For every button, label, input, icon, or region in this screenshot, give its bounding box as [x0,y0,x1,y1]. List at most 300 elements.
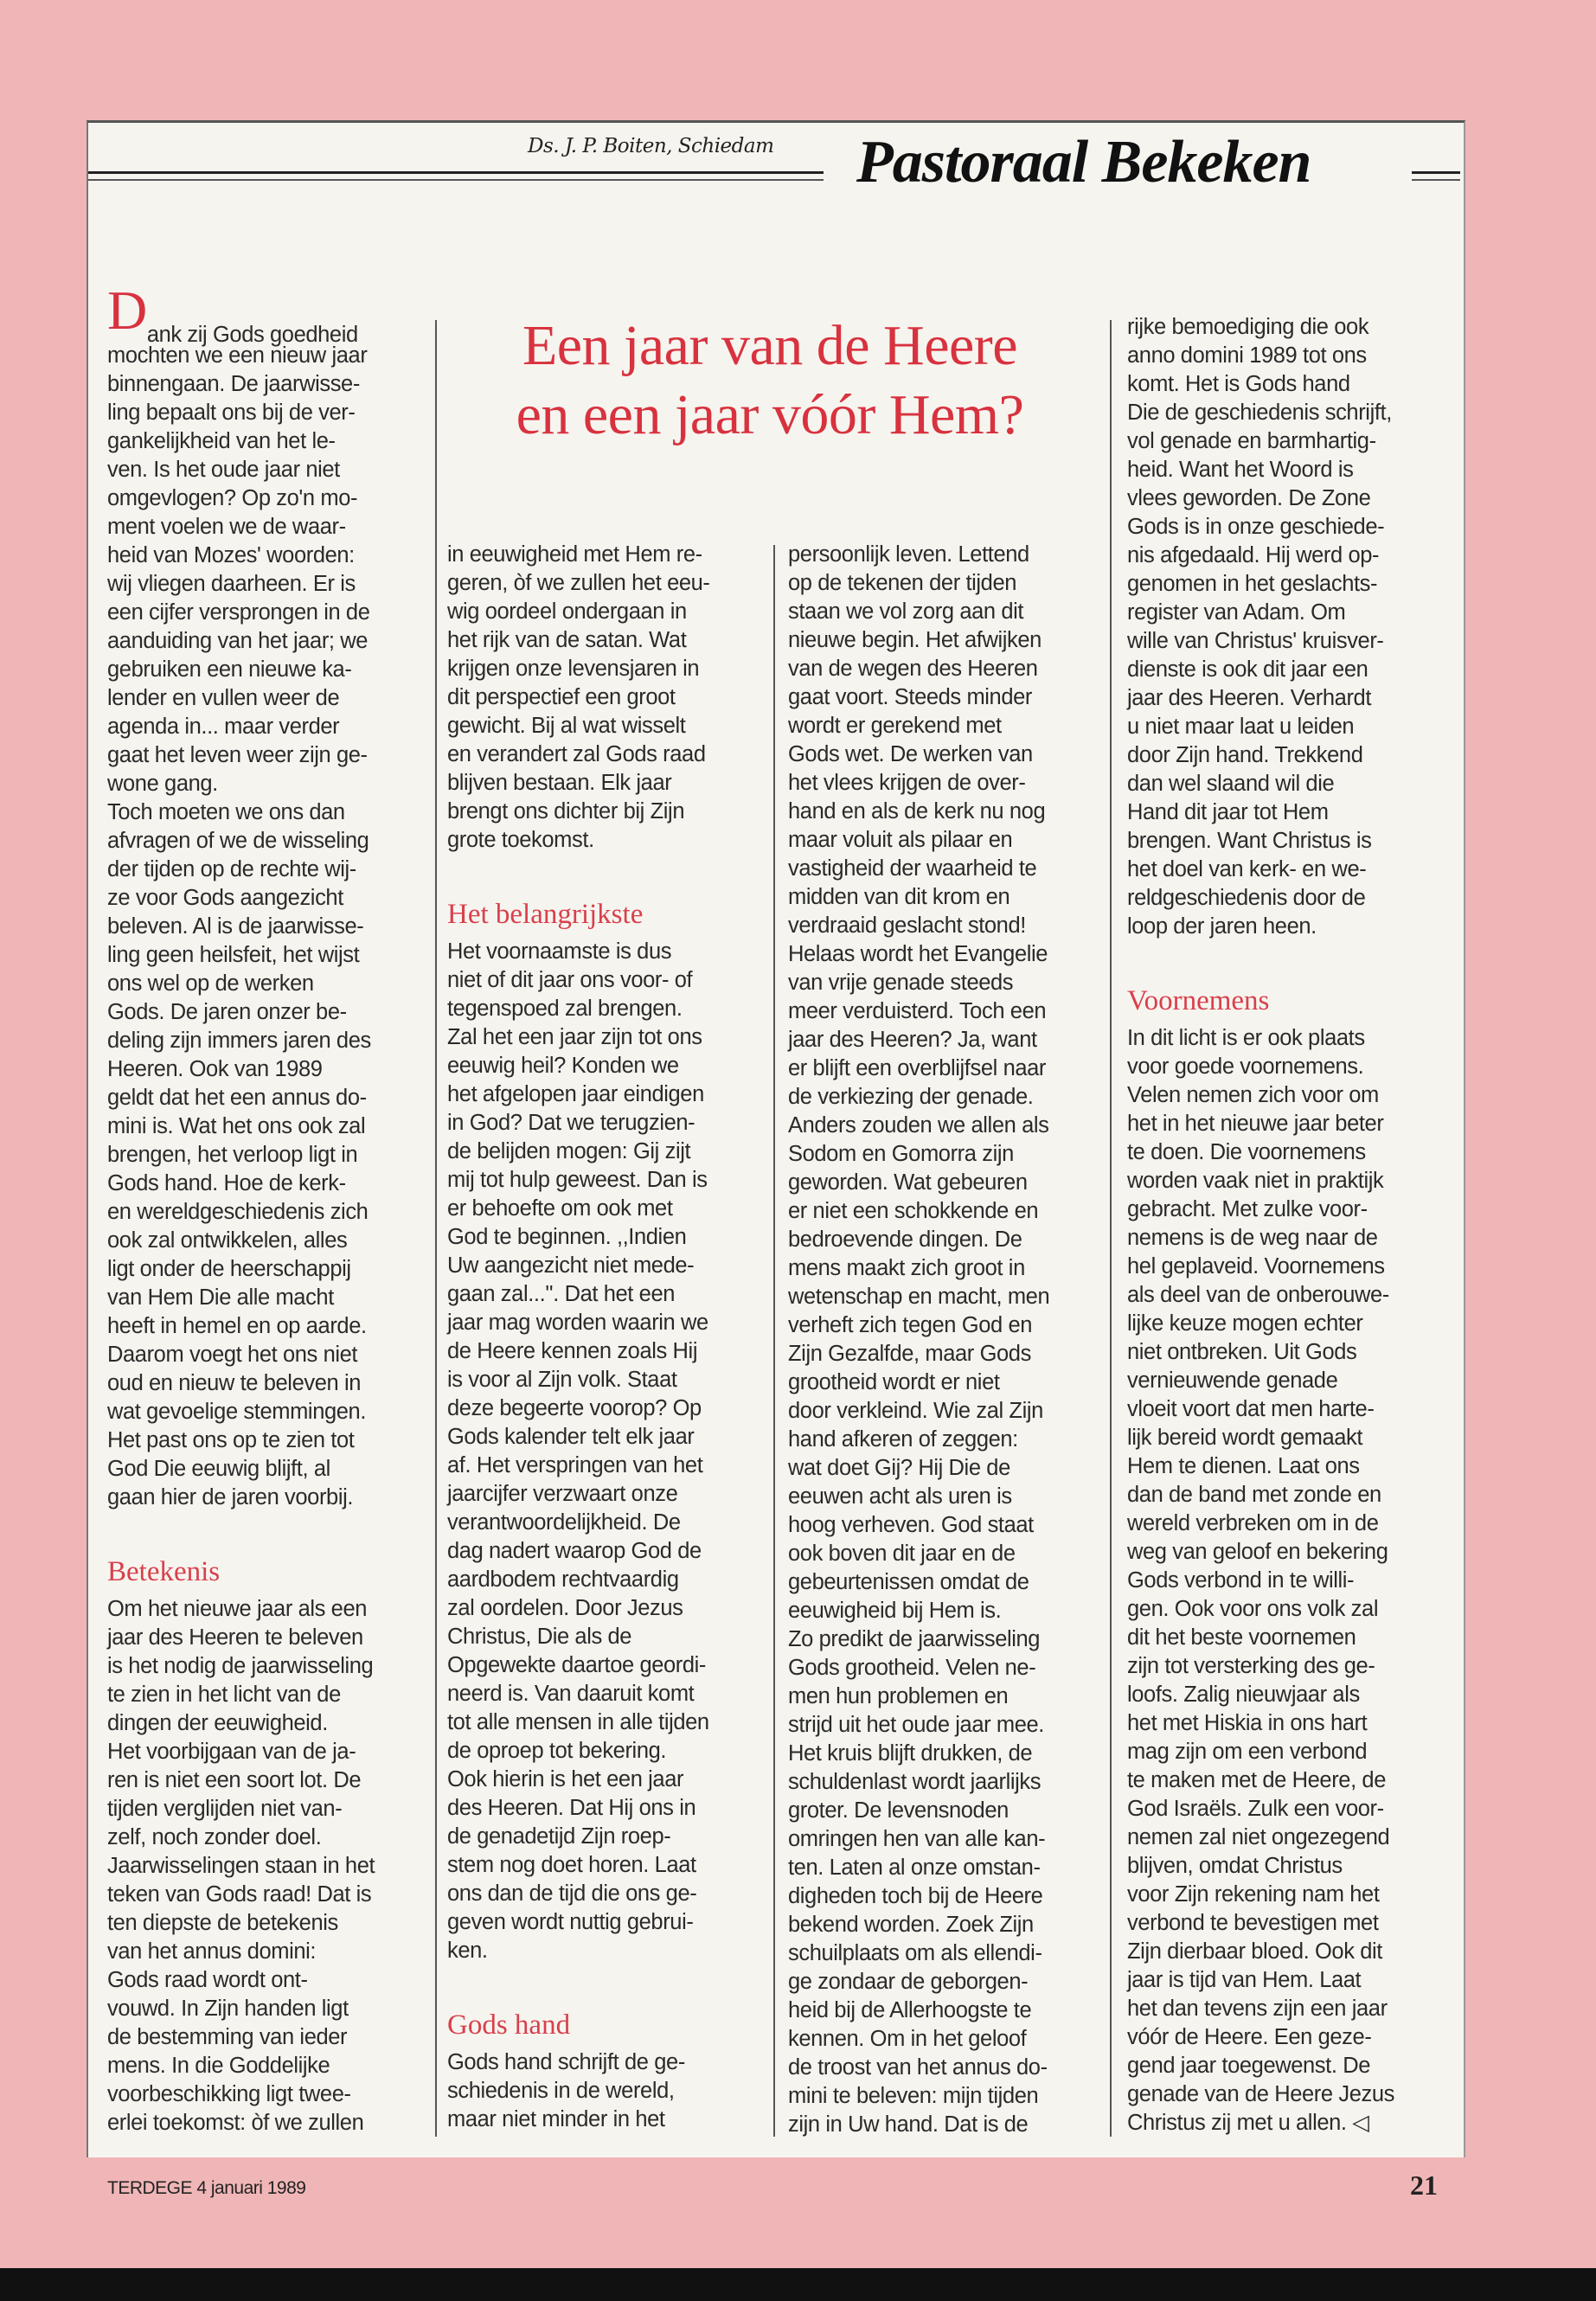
text-line-content: Jaarwisselingen staan in het [107,1854,375,1878]
text-line [1127,1138,1447,1167]
text-line-content: wereld verbreken om in de [1127,1511,1379,1535]
text-line-content: Het voornaamste is dus [447,939,672,964]
text-line [788,1997,1108,2025]
text-line [788,1740,1108,1768]
text-line [1127,1909,1447,1938]
text-line [107,684,427,713]
text-line-content: tegenspoed zal brengen. [447,997,683,1021]
text-line [1127,1367,1447,1395]
text-line-content: Heeren. Ook van 1989 [107,1057,323,1081]
text-line [107,1312,427,1341]
text-line [1127,1224,1447,1253]
text-line [447,1252,767,1280]
article-title-line: Een jaar van de Heere [522,314,1018,377]
text-line-content: Gods is in onze geschiede- [1127,515,1385,539]
text-line [107,1426,427,1455]
text-line [447,1708,767,1737]
text-line [1127,370,1447,399]
column-divider [435,320,437,2137]
text-line [788,1226,1108,1254]
text-line [107,1484,427,1512]
text-line-content: af. Het verspringen van het [447,1453,703,1477]
text-line-content: voor Zijn rekening nam het [1127,1882,1380,1907]
text-line [788,683,1108,712]
text-line [107,599,427,627]
text-line-content: maar niet minder in het [447,2107,665,2131]
text-line-content: dan de band met zonde en [1127,1483,1381,1507]
text-line-content: eeuwen acht als uren is [788,1484,1012,1509]
text-line-content: Ook hierin is het een jaar [447,1767,684,1791]
text-line-content: afvragen of we de wisseling [107,829,369,853]
text-line [107,1795,427,1823]
text-line-content: Gods hand schrijft de ge- [447,2050,685,2074]
text-line-content: de genadetijd Zijn roep- [447,1824,671,1849]
text-line [1127,1538,1447,1567]
text-line-content: te maken met de Heere, de [1127,1768,1387,1792]
text-line [1127,627,1447,656]
text-line [1127,713,1447,741]
text-line [107,542,427,570]
text-line [1127,1624,1447,1652]
text-line [1127,2109,1447,2138]
text-line [1127,1738,1447,1766]
text-line-content: van vrije genade steeds [788,971,1014,995]
text-line-content: geven wordt nuttig gebrui- [447,1910,694,1934]
text-line-content: anno domini 1989 tot ons [1127,343,1367,368]
text-line-content: vernieuwende genade [1127,1368,1338,1393]
text-line-content: Daarom voegt het ons niet [107,1343,358,1367]
text-line-content: de belijden mogen: Gij zijt [447,1139,691,1163]
text-line-content: Opgewekte daartoe geordi- [447,1653,707,1677]
text-line [1127,427,1447,456]
text-line [1127,656,1447,684]
text-line-content: vastigheid der waarheid te [788,856,1037,881]
text-line [1127,884,1447,913]
text-line [447,2077,767,2106]
text-line-content: God Die eeuwig blijft, al [107,1457,330,1481]
text-line [107,941,427,970]
text-line-content: omringen hen van alle kan- [788,1827,1046,1851]
text-line-content: Sodom en Gomorra zijn [788,1142,1014,1166]
text-line [788,1854,1108,1882]
text-line-content: er niet een schokkende en [788,1199,1039,1223]
text-line-content: Zijn Gezalfde, maar Gods [788,1342,1031,1366]
text-line-content: Toch moeten we ons dan [107,800,345,824]
text-line-content: reldgeschiedenis door de [1127,886,1366,910]
text-line [1127,542,1447,570]
text-line-content: mochten we een nieuw jaar [107,343,368,368]
text-line-content: jaar mag worden waarin we [447,1311,708,1335]
text-line [107,1455,427,1484]
text-line-content: in eeuwigheid met Hem re- [447,542,702,567]
text-line-content: gaan hier de jaren voorbij. [107,1485,354,1509]
text-line-content: blijven, omdat Christus [1127,1854,1343,1878]
text-line [447,1823,767,1851]
text-line-content: ren is niet een soort lot. De [107,1768,362,1792]
text-line-content: lender en vullen weer de [107,686,340,710]
text-line [1127,1852,1447,1881]
text-line [788,541,1108,569]
text-line-content: er blijft een overblijfsel naar [788,1056,1047,1080]
text-line [107,1084,427,1112]
text-line [447,626,767,655]
page-number: 21 [1410,2170,1438,2201]
text-line [788,1625,1108,1654]
text-line [1127,1567,1447,1595]
text-line [447,1280,767,1309]
text-line [788,2111,1108,2139]
text-line [447,1651,767,1680]
text-line [447,1080,767,1109]
text-line [788,1311,1108,1340]
text-line [1127,1995,1447,2023]
text-line-content: Helaas wordt het Evangelie [788,942,1048,966]
text-line-content: Zo predikt de jaarwisseling [788,1627,1041,1651]
text-line-content: er behoefte om ook met [447,1196,673,1221]
text-line [1127,1652,1447,1681]
text-line-content: weg van geloof en bekering [1127,1540,1388,1564]
text-line [788,598,1108,626]
text-line [788,1939,1108,1968]
text-line-content: Anders zouden we allen als [788,1113,1049,1138]
text-line-content: het dan tevens zijn een jaar [1127,1997,1388,2021]
text-line-content: ank zij Gods goedheid [146,323,358,347]
text-line-content: het afgelopen jaar eindigen [447,1082,704,1106]
text-line [447,769,767,798]
text-line-content: ten diepste de betekenis [107,1911,338,1935]
article-column-3 [788,541,1108,2139]
text-line [447,2048,767,2077]
text-line [447,1737,767,1766]
text-line-content: krijgen onze levensjaren in [447,657,700,681]
text-line [447,712,767,740]
text-line [788,655,1108,683]
header-rule-end [1412,171,1460,181]
text-line-content: gebracht. Met zulke voor- [1127,1197,1368,1221]
text-line [1127,1310,1447,1338]
text-line [107,770,427,798]
text-line-content: wat gevoelige stemmingen. [107,1400,367,1424]
text-line [107,1652,427,1681]
text-line [788,712,1108,740]
text-line-content: gaat voort. Steeds minder [788,685,1032,709]
text-line [447,1566,767,1594]
text-line [1127,570,1447,599]
text-line [1127,1966,1447,1995]
text-line [107,2109,427,2138]
text-line [447,740,767,769]
text-line [788,769,1108,798]
text-line [1127,1253,1447,1281]
text-line-content: voor goede voornemens. [1127,1054,1364,1079]
text-line [1127,1823,1447,1852]
text-line-content: geren, òf we zullen het eeu- [447,571,710,595]
text-line [1127,599,1447,627]
text-line [1127,1395,1447,1424]
text-line [1127,1938,1447,1966]
text-line [447,826,767,855]
text-line [447,1537,767,1566]
text-line-content: ten. Laten al onze omstan- [788,1856,1041,1880]
text-line [1127,1338,1447,1367]
text-line-content: worden vaak niet in praktijk [1127,1169,1384,1193]
text-line [1127,1024,1447,1053]
text-line [788,2054,1108,2082]
text-line-content: Gods verbond in te willi- [1127,1568,1355,1593]
text-line-content: als deel van de onberouwe- [1127,1283,1389,1307]
text-line [107,1681,427,1709]
text-line-content: ook zal ontwikkelen, alles [107,1228,348,1253]
text-line [107,2023,427,2052]
text-line [447,1509,767,1537]
text-line [107,1738,427,1766]
text-line [1127,1081,1447,1110]
text-line [107,1966,427,1995]
text-line-content: mini te beleven: mijn tijden [788,2084,1039,2108]
text-line-content: jaar is tijd van Hem. Laat [1127,1968,1362,1992]
text-line [447,655,767,683]
text-line [788,1340,1108,1368]
text-line-content: Gods kalender telt elk jaar [447,1425,695,1449]
text-line [1127,1452,1447,1481]
text-line [447,683,767,712]
text-line [447,1223,767,1252]
text-line-content: genomen in het geslachts- [1127,572,1378,596]
text-line-content: een cijfer versprongen in de [107,600,370,625]
text-line-content: heeft in hemel en op aarde. [107,1314,367,1338]
text-line [107,484,427,513]
text-line-content: schuldenlast wordt jaarlijks [788,1770,1042,1794]
text-line-content: bekend worden. Zoek Zijn [788,1913,1034,1937]
text-line [1127,913,1447,941]
text-line-content: dit het beste voornemen [1127,1625,1356,1650]
text-line-content: eeuwig heil? Konden we [447,1054,679,1078]
text-line [447,1794,767,1823]
text-line-content: hand en als de kerk nu nog [788,799,1046,824]
text-line [107,627,427,656]
text-line-content: maar voluit als pilaar en [788,828,1013,852]
text-line-content: door Zijn hand. Trekkend [1127,743,1363,767]
header-rule [88,171,824,181]
text-line [447,1623,767,1651]
text-line [788,1911,1108,1939]
text-line [447,1366,767,1394]
text-line-content: hel geplaveid. Voornemens [1127,1254,1385,1279]
text-line-content: digheden toch bij de Heere [788,1884,1043,1908]
text-line-content: dit perspectief een groot [447,685,676,709]
text-line [107,713,427,741]
text-line-content: jaar des Heeren. Verhardt [1127,686,1372,710]
text-line-content: van de wegen des Heeren [788,657,1038,681]
text-line [107,1595,427,1624]
text-line-content: lijke keuze mogen echter [1127,1311,1363,1336]
text-line [788,1825,1108,1854]
text-line-content: deling zijn immers jaren des [107,1029,371,1053]
text-line [447,1423,767,1452]
text-line-content: verdraaid geslacht stond! [788,913,1026,938]
text-line-content: dag nadert waarop God de [447,1539,702,1563]
text-line [447,1480,767,1509]
text-line-content: is het nodig de jaarwisseling [107,1654,374,1678]
text-line [788,1283,1108,1311]
text-line [107,570,427,599]
text-line-content: Hem te dienen. Laat ons [1127,1454,1360,1478]
text-line [788,1454,1108,1483]
text-line-content: Gods wet. De werken van [788,742,1033,766]
text-line [1127,456,1447,484]
text-line-content: ling geen heilsfeit, het wijst [107,943,360,967]
text-line [107,1624,427,1652]
text-line-content: verbond te bevestigen met [1127,1911,1379,1935]
text-line-content: de Heere kennen zoals Hij [447,1339,698,1363]
text-line [788,1254,1108,1283]
text-line [107,1881,427,1909]
text-line-content: het vlees krijgen de over- [788,771,1026,795]
text-line-content: wat doet Gij? Hij Die de [788,1456,1010,1480]
text-line-content: stem nog doet horen. Laat [447,1853,696,1877]
column-divider [773,545,775,2137]
text-line-content: register van Adam. Om [1127,600,1346,625]
text-line-content: Het kruis blijft drukken, de [788,1741,1033,1766]
text-line-content: de oproep tot bekering. [447,1739,667,1763]
text-line-content: ken. [447,1939,488,1963]
article-column-4 [1127,313,1447,2138]
text-line [107,884,427,913]
text-line [1127,1424,1447,1452]
text-line [107,342,427,370]
text-line [107,2080,427,2109]
text-line-content: vóór de Heere. Een geze- [1127,2025,1372,2049]
text-line-content: erlei toekomst: òf we zullen [107,2111,364,2135]
text-line [788,997,1108,1026]
text-line [1127,2080,1447,2109]
text-line [788,740,1108,769]
text-line-content: teken van Gods raad! Dat is [107,1882,372,1907]
publication-footer: TERDEGE 4 januari 1989 [107,2178,306,2198]
text-line [107,1112,427,1141]
text-line-content: mens. In die Goddelijke [107,2054,330,2078]
text-line [447,1937,767,1965]
text-line [107,1284,427,1312]
text-line-content: blijven bestaan. Elk jaar [447,771,672,795]
text-line [1127,856,1447,884]
text-line [447,598,767,626]
text-line [788,1169,1108,1197]
text-line-content: wetenschap en macht, men [788,1285,1050,1309]
text-line-content: midden van dit krom en [788,885,1010,909]
text-line-content: mij tot hulp geweest. Dan is [447,1168,708,1192]
text-line [788,1882,1108,1911]
text-line [788,1511,1108,1540]
text-line-content: nieuwe begin. Het afwijken [788,628,1042,652]
text-line-content: het doel van kerk- en we- [1127,857,1367,881]
text-line-content: nis afgedaald. Hij werd op- [1127,543,1380,567]
text-line [447,1052,767,1080]
text-line-content: agenda in... maar verder [107,715,340,739]
text-line [107,456,427,484]
text-line-content: geworden. Wat gebeuren [788,1170,1028,1195]
text-line [107,427,427,456]
text-line-content: brengen, het verloop ligt in [107,1143,358,1167]
text-line-content: op de tekenen der tijden [788,571,1017,595]
text-line [1127,741,1447,770]
text-line-content: geldt dat het een annus do- [107,1086,367,1110]
text-line [788,2025,1108,2054]
text-line [788,940,1108,969]
text-line [107,1141,427,1170]
text-line-content: des Heeren. Dat Hij ons in [447,1796,696,1820]
text-line [1127,1281,1447,1310]
text-line [788,826,1108,855]
text-line-content: Gods raad wordt ont- [107,1968,308,1992]
text-line [788,569,1108,598]
text-line-content: persoonlijk leven. Lettend [788,542,1029,567]
text-line [447,1594,767,1623]
text-line-content: grootheid wordt er niet [788,1370,1000,1394]
text-line [447,798,767,826]
text-line-content: binnengaan. De jaarwisse- [107,372,360,396]
text-line [1127,1881,1447,1909]
text-line-content: vouwd. In Zijn handen ligt [107,1997,349,2021]
text-line [107,1369,427,1398]
text-line-content: ge zondaar de geborgen- [788,1970,1029,1994]
text-line-content: gen. Ook voor ons volk zal [1127,1597,1379,1621]
text-line-content: wij vliegen daarheen. Er is [107,572,356,596]
text-line [107,279,427,347]
text-line [447,1195,767,1223]
text-line [1127,2023,1447,2052]
text-line [788,2082,1108,2111]
text-line-content: dan wel slaand wil die [1127,772,1335,796]
text-line [1127,827,1447,856]
text-line [107,970,427,998]
text-line [107,1341,427,1369]
text-line [1127,1709,1447,1738]
text-line [788,1197,1108,1226]
text-line-content: deze begeerte voorop? Op [447,1396,702,1420]
text-line-content: Die de geschiedenis schrijft, [1127,401,1392,425]
text-line-content: ven. Is het oude jaar niet [107,458,340,482]
text-line-content: Christus zij met u allen. ◁ [1127,2111,1369,2135]
text-line [107,856,427,884]
text-line-content: Uw aangezicht niet mede- [447,1253,695,1278]
text-line [107,513,427,542]
text-line [1127,513,1447,542]
text-line [788,1654,1108,1682]
text-line [788,1054,1108,1083]
text-line-content: jaar des Heeren te beleven [107,1625,363,1650]
author-byline: Ds. J. P. Boiten, Schiedam [528,135,774,157]
text-line-content: jaar des Heeren? Ja, want [788,1028,1037,1052]
text-line-content: heid bij de Allerhoogste te [788,1998,1032,2022]
text-line-content: rijke bemoediging die ook [1127,315,1369,339]
text-line-content: bedroevende dingen. De [788,1227,1022,1252]
text-line-content: gaan zal...''. Dat het een [447,1282,676,1306]
text-line [788,1597,1108,1625]
text-line-content: wig oordeel ondergaan in [447,599,687,624]
text-line-content: Velen nemen zich voor om [1127,1083,1379,1107]
text-line-content: van het annus domini: [107,1939,317,1964]
text-line-content: mini is. Wat het ons ook zal [107,1114,366,1138]
text-line-content: schuilplaats om als ellendi- [788,1941,1042,1965]
text-line [1127,770,1447,798]
text-line [447,2106,767,2134]
text-line [107,1055,427,1084]
text-line-content: brengt ons dichter bij Zijn [447,799,685,824]
text-line-content: ling bepaalt ons bij de ver- [107,401,356,425]
text-line-content: Gods. De jaren onzer be- [107,1000,347,1024]
text-line-content: men hun problemen en [788,1684,1009,1708]
